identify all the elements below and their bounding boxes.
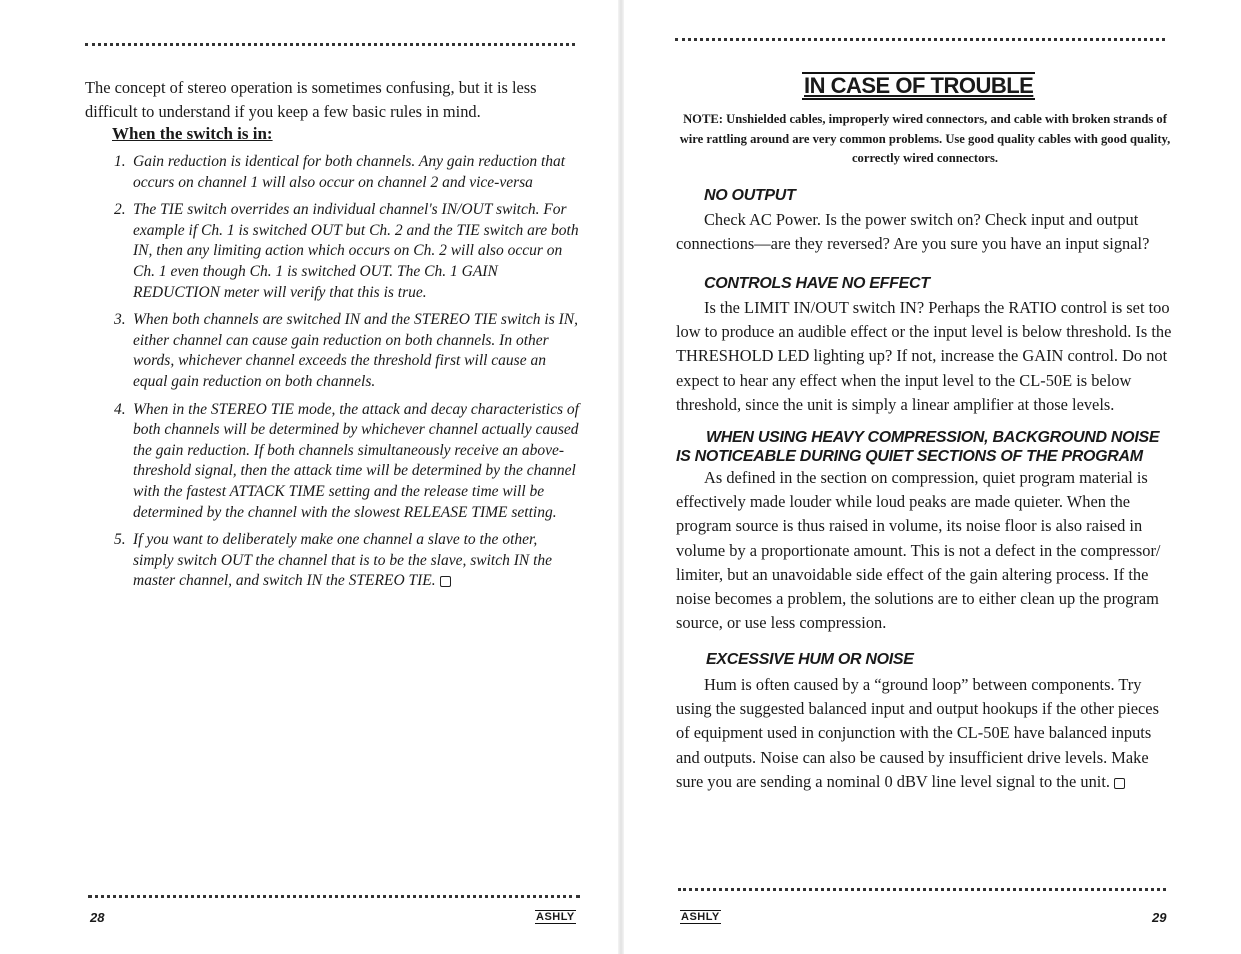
section-body: As defined in the section on compression, quiet program material is effectively made louder while loud peaks are made quieter. When the program source is thus raised in volume, its noise floor is also raised in volume by a proportionate amount. This is not a defect in the compressor/ limiter, but an unavoidable side effect of the gain altering process. If the noise becomes a problem, the solutions are to either clean up the program source, or use less compression. [676,468,1161,633]
rule-number: 2. [114,201,126,219]
rule-item [90,200,580,303]
rule-text: When in the STEREO TIE mode, the attack and decay characteristics of both channels will be determined by whichever channel actually caused the gain reduction. If both channels simultaneously receive an above-threshold signal, then the attack time will be determined by the channel with the fastest ATTACK TIME setting and the release time will be determined by the channel with the slowest RELEASE TIME setting. [133,400,579,521]
intro-paragraph: The concept of stereo operation is sometimes confusing, but it is less difficult to understand if you keep a few basic rules in mind. [85,78,537,122]
rule-number: 3. [114,311,126,329]
ashly-logo: ASHLY [681,911,720,923]
section-body-text: Hum is often caused by a “ground loop” between components. Try using the suggested balanced input and output hookups if the other pieces of equipment used in conjunction with the CL-50E have balanced inputs and outputs. Noise can also be caused by insufficient drive levels. Make sure you are sending a nominal 0 dBV line level signal to the unit. [676,675,1159,791]
section-heading: NO OUTPUT [704,187,796,204]
ashly-logo: ASHLY [536,911,575,923]
left-page [0,0,620,954]
right-page [620,0,1241,954]
bottom-dotted-rule [88,895,580,898]
page-title: IN CASE OF TROUBLE [804,73,1034,98]
rules-subheading: When the switch is in: [112,124,273,143]
rule-text: The TIE switch overrides an individual channel's IN/OUT switch. For example if Ch. 1 is switched OUT but Ch. 2 and the TIE switch are both IN, then any limiting action which occurs on Ch. 2 will also occur on Ch. 1 even though Ch. 1 is switched OUT. The Ch. 1 GAIN REDUCTION meter will verify that this is true. [133,201,579,301]
rule-item [90,310,580,392]
rules-list [90,152,580,599]
rule-item [90,152,580,193]
rule-item [90,400,580,524]
section-heading: CONTROLS HAVE NO EFFECT [704,275,930,292]
rule-item [90,530,580,592]
section-body: Is the LIMIT IN/OUT switch IN? Perhaps the RATIO control is set too low to produce an audible effect or the input level is below threshold. Is the THRESHOLD LED lighting up? If not, increase the GAIN control. Do not expect to hear any effect when the input level to the CL-50E is below threshold, since the unit is simply a linear amplifier at those levels. [676,298,1172,414]
page-number: 29 [1152,910,1167,925]
section-body [676,673,1176,794]
end-mark-icon [440,576,451,587]
top-dotted-rule [675,38,1165,41]
section-heading: EXCESSIVE HUM OR NOISE [706,651,914,668]
rule-number: 5. [114,531,126,549]
rule-number: 4. [114,400,126,418]
rule-text: When both channels are switched IN and the STEREO TIE switch is IN, either channel can cause gain reduction on both channels. In other words, whichever channel exceeds the threshold first will cause an equal gain reduction on both channels. [133,311,579,390]
rule-number: 1. [114,153,126,170]
bottom-dotted-rule [678,888,1166,891]
section-body: Check AC Power. Is the power switch on? Check input and output connections—are they reversed? Are you sure you have an input signal? [676,210,1150,254]
top-dotted-rule [85,43,575,46]
note-paragraph: NOTE: Unshielded cables, improperly wired connectors, and cable with broken strands of wire rattling around are very common problems. Use good quality cables with good quality, correctly wired connectors. [679,112,1171,166]
section-heading: WHEN USING HEAVY COMPRESSION, BACKGROUND NOISE IS NOTICEABLE DURING QUIET SECTIONS OF THE PROGRAM [676,429,1160,465]
end-mark-icon [1114,778,1125,789]
rule-text: If you want to deliberately make one channel a slave to the other, simply switch OUT the channel that is to be the slave, switch IN the master channel, and switch IN the STEREO TIE. [133,531,553,590]
page-number: 28 [90,910,105,925]
rule-text: Gain reduction is identical for both channels. Any gain reduction that occurs on channel 1 will also occur on channel 2 and vice-versa [133,153,566,191]
